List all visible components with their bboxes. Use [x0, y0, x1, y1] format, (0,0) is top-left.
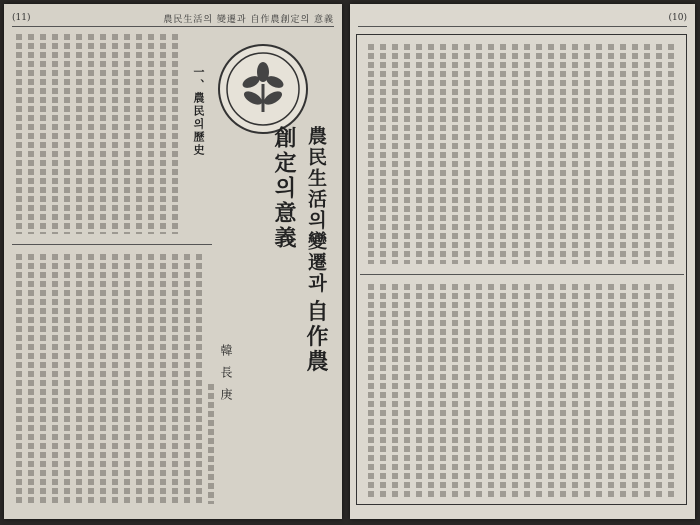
body-column	[656, 44, 662, 264]
body-column	[76, 254, 82, 504]
article-title	[252, 126, 332, 386]
body-column	[632, 284, 638, 499]
body-column	[136, 254, 142, 504]
left-page-header	[12, 10, 334, 27]
column-divider	[360, 274, 684, 275]
body-column	[16, 254, 22, 504]
body-column	[572, 284, 578, 499]
body-column	[488, 284, 494, 499]
right-page	[350, 4, 695, 519]
body-column	[124, 34, 130, 234]
body-column	[112, 34, 118, 234]
body-column	[608, 284, 614, 499]
body-column	[560, 44, 566, 264]
body-column	[160, 254, 166, 504]
body-column	[428, 284, 434, 499]
right-page-number: (10)	[668, 13, 687, 23]
body-column	[196, 254, 202, 504]
body-column	[584, 284, 590, 499]
body-column	[596, 44, 602, 264]
body-column	[476, 44, 482, 264]
body-column	[52, 34, 58, 234]
body-column	[52, 254, 58, 504]
body-column	[148, 254, 154, 504]
body-column	[64, 254, 70, 504]
column-divider	[12, 244, 212, 245]
body-column	[620, 44, 626, 264]
body-column	[440, 44, 446, 264]
body-column	[416, 44, 422, 264]
body-column	[440, 284, 446, 499]
body-column	[548, 284, 554, 499]
body-column	[124, 254, 130, 504]
body-column	[524, 44, 530, 264]
body-column	[88, 34, 94, 234]
body-column	[512, 44, 518, 264]
section-heading-history: 一、農民의歷史	[192, 66, 205, 157]
body-column	[16, 34, 22, 234]
body-column	[88, 254, 94, 504]
body-column	[428, 44, 434, 264]
body-column	[28, 254, 34, 504]
body-column	[644, 284, 650, 499]
body-column	[500, 284, 506, 499]
body-column	[100, 254, 106, 504]
body-column	[368, 44, 374, 264]
body-column	[464, 44, 470, 264]
body-column	[548, 44, 554, 264]
body-column	[208, 384, 214, 504]
body-column	[536, 44, 542, 264]
body-column	[464, 284, 470, 499]
body-column	[656, 284, 662, 499]
body-column	[476, 284, 482, 499]
body-column	[160, 34, 166, 234]
body-column	[172, 254, 178, 504]
left-page-number: (11)	[12, 13, 31, 23]
body-column	[584, 44, 590, 264]
body-column	[452, 44, 458, 264]
body-column	[148, 34, 154, 234]
body-column	[560, 284, 566, 499]
body-column	[512, 284, 518, 499]
body-column	[404, 284, 410, 499]
body-column	[620, 284, 626, 499]
body-column	[184, 254, 190, 504]
author-name: 韓長庚	[219, 344, 233, 410]
body-column	[40, 254, 46, 504]
body-column	[28, 34, 34, 234]
body-column	[112, 254, 118, 504]
body-column	[632, 44, 638, 264]
body-column	[76, 34, 82, 234]
body-column	[368, 284, 374, 499]
body-column	[380, 284, 386, 499]
body-column	[392, 44, 398, 264]
body-column	[452, 284, 458, 499]
agricultural-emblem-icon	[218, 44, 308, 134]
body-column	[416, 284, 422, 499]
body-column	[40, 34, 46, 234]
body-column	[608, 44, 614, 264]
body-column	[488, 44, 494, 264]
left-running-head: 農民生活의 變遷과 自作農創定의 意義	[163, 14, 334, 25]
body-column	[392, 284, 398, 499]
body-column	[500, 44, 506, 264]
body-column	[668, 44, 674, 264]
left-page	[4, 4, 342, 519]
right-page-header	[358, 10, 687, 27]
title-line-2: 自作農創定의意義	[271, 126, 329, 375]
body-column	[536, 284, 542, 499]
body-column	[572, 44, 578, 264]
body-column	[644, 44, 650, 264]
body-column	[404, 44, 410, 264]
body-column	[64, 34, 70, 234]
body-column	[172, 34, 178, 234]
body-column	[136, 34, 142, 234]
body-column	[668, 284, 674, 499]
body-column	[100, 34, 106, 234]
body-column	[524, 284, 530, 499]
title-line-1: 農民生活의變遷과	[305, 126, 327, 294]
body-column	[380, 44, 386, 264]
body-column	[596, 284, 602, 499]
